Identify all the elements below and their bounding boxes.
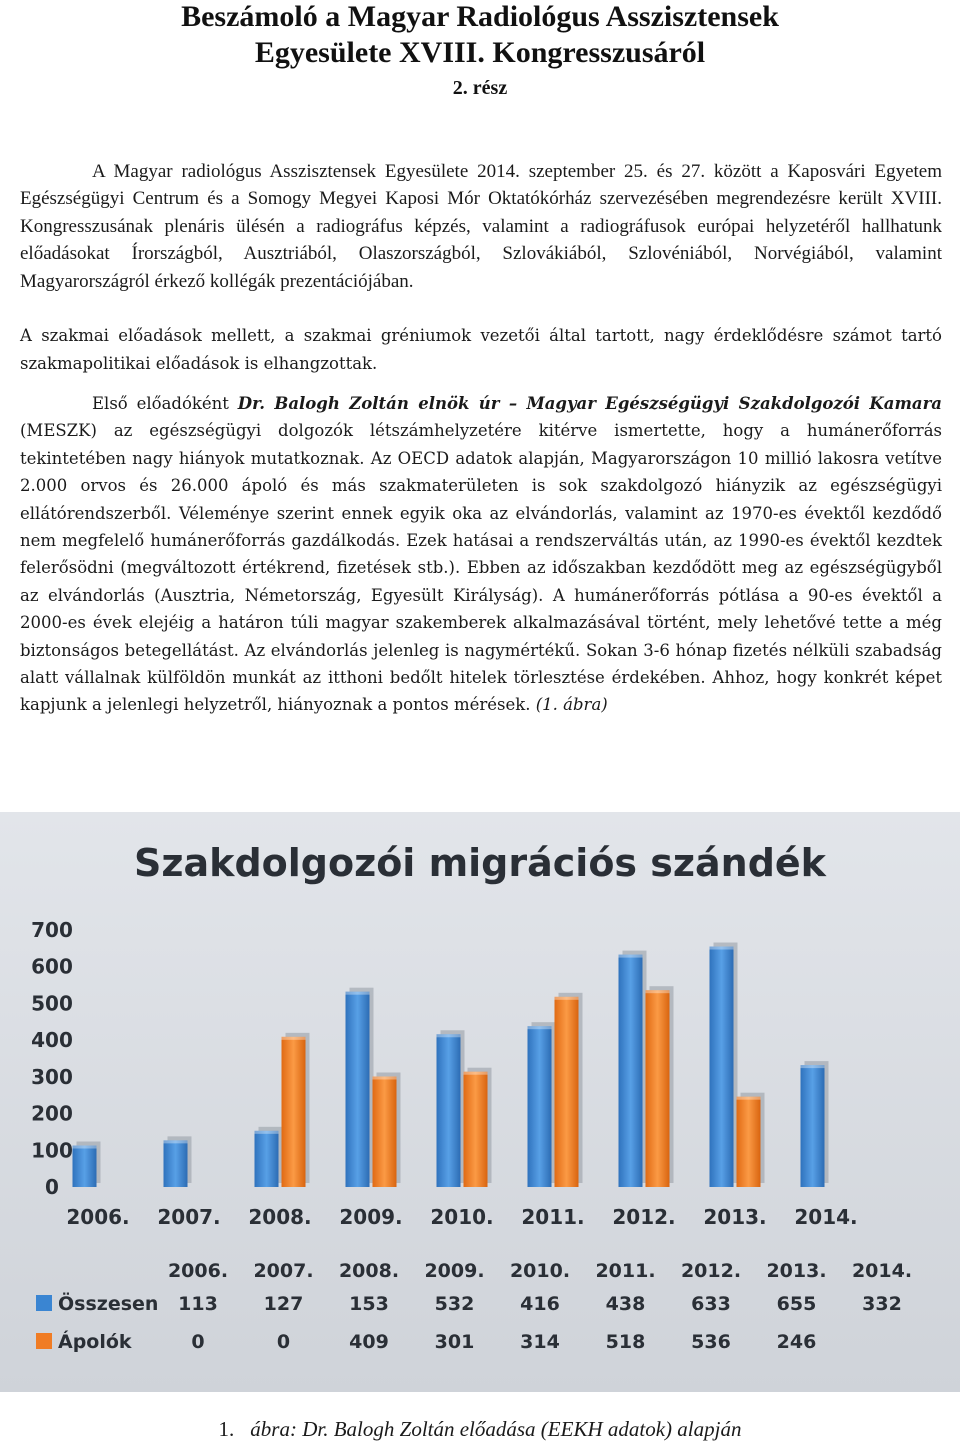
bar-osszesen [619, 951, 647, 1187]
y-tick-label: 300 [31, 1064, 73, 1089]
bar-apolok [464, 1068, 492, 1187]
table-value-cell: 153 [349, 1293, 389, 1315]
bar-apolok [282, 1033, 310, 1187]
x-tick-label: 2007. [157, 1205, 221, 1229]
x-tick-label: 2008. [248, 1205, 312, 1229]
intro-text: A Magyar radiológus Asszisztensek Egyesülete 2014. szeptember 25. és 27. között a Kaposvári Egyetem Egészségügyi Centrum és a Somogy Megyei Kaposi Mór Oktatókórház szervezésében megrendezésre került XVIII. Kongresszusának plenáris ülésén a radiográfus képzés, valamint a radiográfusok európai helyzetéről hallhatunk előadásokat Írországból, Ausztriából, Olaszországból, Szlovákiából, Szlovéniából, Norvégiából, valamint Magyarországról érkező kollégák prezentációjában. [20, 161, 942, 292]
table-header-cell: 2006. [167, 1260, 229, 1282]
table-value-cell: 314 [520, 1331, 560, 1353]
document-title-line-1: Beszámoló a Magyar Radiológus Asszisztensek [181, 0, 779, 33]
bar-apolok [646, 986, 674, 1187]
table-value-cell: 536 [691, 1331, 731, 1353]
y-tick-label: 0 [45, 1175, 59, 1199]
table-value-cell: 409 [349, 1331, 389, 1353]
table-value-cell: 332 [862, 1293, 902, 1315]
bar-osszesen [73, 1142, 101, 1187]
figure-caption [0, 1416, 960, 1442]
document-subtitle: 2. rész [452, 77, 508, 99]
table-value-cell: 0 [276, 1331, 291, 1353]
y-tick-label: 700 [31, 918, 73, 942]
document-title-line-2: Egyesülete XVIII. Kongresszusáról [254, 36, 706, 69]
x-tick-label: 2009. [339, 1205, 403, 1229]
table-header-cell: 2008. [338, 1260, 400, 1282]
legend-swatch [36, 1295, 52, 1311]
table-value-cell: 113 [178, 1293, 218, 1315]
figure-reference: (1. ábra) [535, 695, 608, 715]
y-tick-label: 100 [31, 1138, 73, 1163]
x-tick-label: 2006. [66, 1205, 130, 1229]
table-value-cell: 518 [605, 1331, 646, 1353]
third-paragraph [20, 390, 942, 719]
x-tick-label: 2011. [521, 1205, 585, 1229]
x-tick-label: 2013. [703, 1205, 767, 1229]
second-paragraph [20, 322, 942, 377]
bar-osszesen [528, 1022, 556, 1187]
legend-label: Összesen [58, 1293, 159, 1315]
bar-osszesen [164, 1136, 192, 1187]
bar-osszesen [710, 943, 738, 1187]
x-tick-label: 2012. [612, 1205, 676, 1229]
chart-title: Szakdolgozói migrációs szándék [134, 841, 826, 885]
y-tick-label: 400 [31, 1028, 73, 1053]
table-header-cell: 2013. [766, 1260, 827, 1282]
table-header-cell: 2011. [595, 1260, 656, 1282]
x-tick-label: 2014. [794, 1205, 858, 1229]
table-value-cell: 246 [776, 1331, 817, 1353]
bar-osszesen [346, 988, 374, 1187]
table-value-cell: 127 [263, 1293, 304, 1315]
x-tick-label: 2010. [430, 1205, 494, 1229]
table-value-cell: 416 [520, 1293, 560, 1315]
legend-swatch [36, 1333, 52, 1349]
bar-apolok [555, 993, 583, 1187]
caption-number: 1. [218, 1417, 235, 1441]
table-value-cell: 301 [434, 1331, 475, 1353]
table-value-cell: 655 [776, 1293, 817, 1315]
table-value-cell: 633 [691, 1293, 731, 1315]
table-header-cell: 2012. [680, 1260, 742, 1282]
speaker-name: Dr. Balogh Zoltán elnök úr – Magyar Egészségügyi Szakdolgozói Kamara [237, 394, 942, 413]
y-tick-label: 200 [31, 1101, 73, 1126]
migration-chart [0, 812, 960, 1392]
table-header-cell: 2010. [509, 1260, 571, 1282]
bar-apolok [737, 1093, 765, 1187]
bar-osszesen [255, 1127, 283, 1187]
legend-label: Ápolók [58, 1331, 132, 1353]
third-paragraph-lead: Első előadóként [92, 394, 238, 413]
caption-text: ábra: Dr. Balogh Zoltán előadása (EEKH adatok) alapján [250, 1417, 742, 1441]
y-tick-label: 600 [31, 954, 73, 979]
intro-paragraph [20, 158, 942, 295]
second-paragraph-text: A szakmai előadások mellett, a szakmai gréniumok vezetői által tartott, nagy érdeklődésre számot tartó szakmapolitikai előadások is elhangzottak. [20, 326, 942, 373]
bar-apolok [373, 1072, 401, 1187]
table-header-cell: 2014. [851, 1260, 913, 1282]
table-header-cell: 2007. [253, 1260, 314, 1282]
y-tick-label: 500 [31, 991, 73, 1016]
table-header-cell: 2009. [424, 1260, 485, 1282]
table-value-cell: 0 [191, 1331, 205, 1353]
bar-osszesen [437, 1030, 465, 1187]
third-paragraph-body: (MESZK) az egészségügyi dolgozók létszámhelyzetére kitérve ismertette, hogy a humánerőforrás tekintetében nagy hiányok mutatkoznak. Az OECD adatok alapján, Magyarországon 10 millió lakosra vetítve 2.000 orvos és 26.000 ápoló és más szakmaterületen is sok szakdolgozó hiányzik az egészségügyi ellátórendszerből. Véleménye szerint ennek egyik oka az elvándorlás, valamint az 1970-es évektől kezdődő nem megfelelő humánerőforrás gazdálkodás. Ezek hatásai a rendszerváltás után, az 1990-es évektől kezdtek felerősödni (megváltozott értékrend, fizetések stb.). Ebben az időszakban kezdődött meg az egészségügyből az elvándorlás (Ausztria, Németország, Egyesült Királyság). A humánerőforrás pótlása a 90-es évektől a 2000-es évek elejéig a határon túli magyar szakemberek alkalmazásával történt, mely lehetővé tette a még biztonságos betegellátást. Az elvándorlás jelenleg is nagymértékű. Sokan 3-6 hónap fizetés nélküli szabadság alatt vállalnak külföldön munkát az itthoni bedőlt hitelek törlesztése érdekében. Ahhoz, hogy konkrét képet kapjunk a jelenlegi helyzetről, hiányoznak a pontos mérések. [20, 421, 942, 715]
bar-osszesen [801, 1061, 829, 1187]
table-value-cell: 532 [434, 1293, 475, 1315]
table-value-cell: 438 [605, 1293, 646, 1315]
